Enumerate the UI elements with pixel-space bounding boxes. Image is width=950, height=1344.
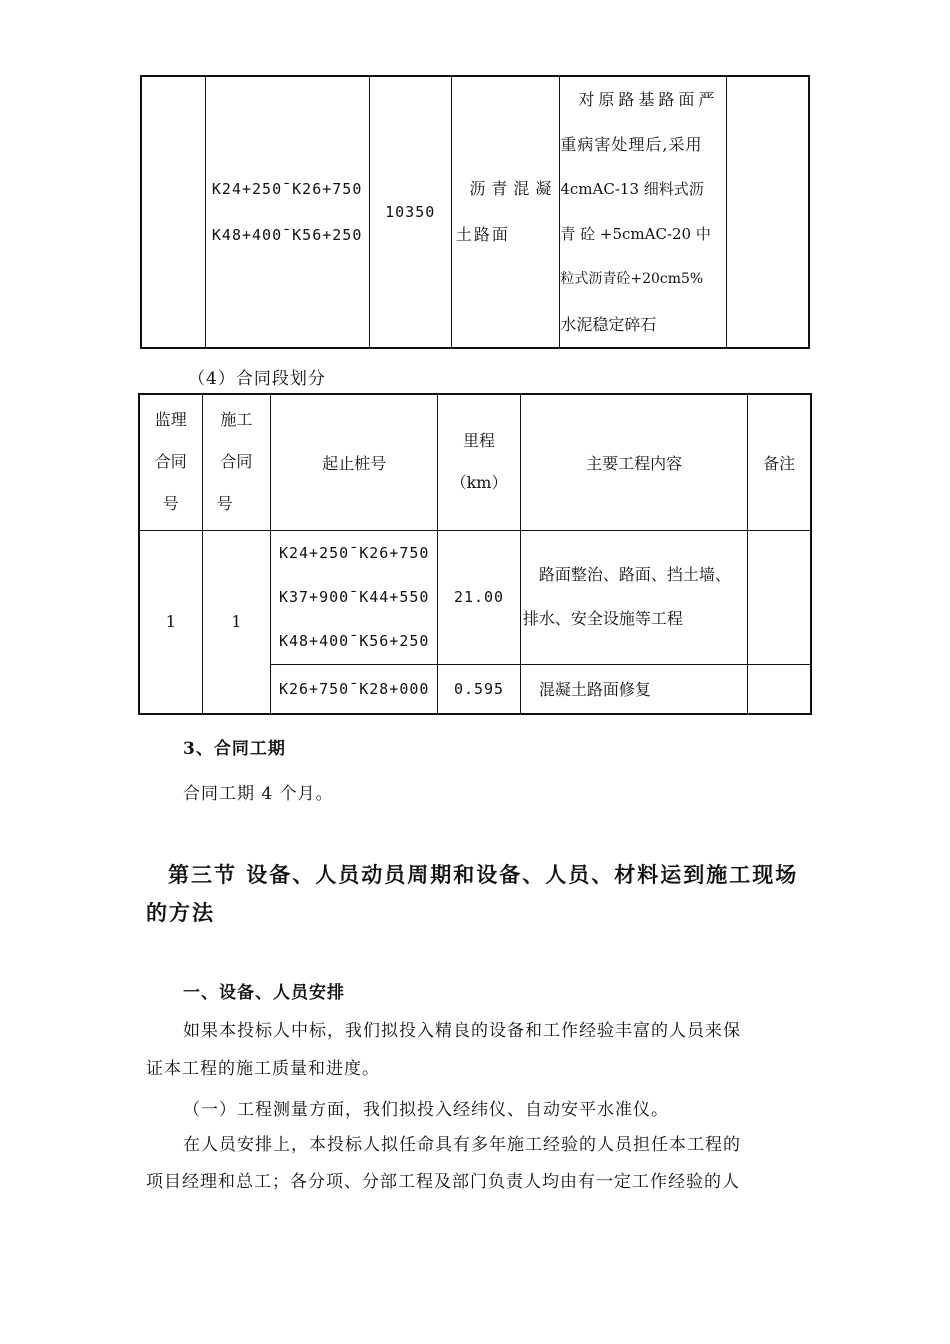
header-supervision-contract — [139, 394, 202, 530]
paragraph-line: （一）工程测量方面，我们拟投入经纬仪、自动安平水准仪。 — [183, 1100, 669, 1120]
row1-stations — [271, 530, 438, 664]
station-text: K24+250¯K26+750 — [211, 180, 363, 198]
table1-stations-cell — [205, 76, 369, 348]
station-text: K48+400¯K56+250 — [278, 632, 430, 650]
table1-area-cell — [369, 76, 451, 348]
row2-stations — [271, 664, 438, 714]
desc-line: 青 砼 +5cmAC-20 中 — [560, 225, 711, 243]
area-value: 10350 — [385, 203, 436, 221]
station-text: K24+250¯K26+750 — [278, 544, 430, 562]
header-line: （km） — [450, 473, 508, 493]
header-line: 里程 — [463, 431, 496, 451]
content-line: 排水、安全设施等工程 — [522, 609, 683, 628]
desc-line: 水泥稳定碎石 — [560, 315, 657, 334]
station-text: K26+750¯K28+000 — [278, 679, 430, 698]
header-remark — [748, 394, 811, 530]
content-line: 路面整治、路面、挡土墙、 — [538, 565, 731, 584]
desc-line: 重病害处理后,采用 — [560, 135, 703, 154]
header-main-content — [520, 394, 747, 530]
header-text: 主要工程内容 — [586, 453, 683, 473]
header-mileage — [438, 394, 521, 530]
row1-supervision — [139, 530, 202, 714]
cell-text: 1 — [231, 612, 242, 632]
paragraph-line: 证本工程的施工质量和进度。 — [146, 1059, 380, 1079]
header-line: 监理 — [154, 410, 187, 430]
subsection-heading: 一、设备、人员安排 — [183, 983, 345, 1003]
surface-type-line: 土路面 — [455, 225, 510, 244]
row1-mileage — [438, 530, 521, 664]
header-construction-contract — [202, 394, 271, 530]
table-caption: （4）合同段划分 — [188, 369, 326, 389]
row2-remark — [748, 664, 811, 714]
row1-construction — [202, 530, 271, 714]
cell-text: 1 — [165, 612, 176, 632]
station-text: K48+400¯K56+250 — [211, 226, 363, 244]
header-text: 备注 — [763, 453, 796, 473]
desc-line: 粒式沥青砼+20cm5% — [560, 271, 704, 287]
surface-type-line: 沥青混凝 — [469, 179, 558, 198]
header-line: 号 — [162, 494, 179, 514]
header-stations — [271, 394, 438, 530]
header-line: 号 — [216, 494, 233, 514]
row2-content — [520, 664, 747, 714]
section-title: 的方法 — [146, 900, 215, 925]
table1-desc-cell — [560, 76, 726, 348]
row2-mileage — [438, 664, 521, 714]
table1-type-cell — [451, 76, 559, 348]
table1-cell-empty — [141, 76, 205, 348]
subsection-heading: 3、合同工期 — [183, 739, 286, 759]
mileage-value: 0.595 — [453, 679, 505, 698]
station-text: K37+900¯K44+550 — [278, 588, 430, 606]
row1-content — [520, 530, 747, 664]
paragraph: 合同工期 4 个月。 — [183, 784, 334, 804]
content-text: 混凝土路面修复 — [538, 680, 651, 700]
table1-remark-cell — [726, 76, 809, 348]
desc-line: 对原路基路面严 — [578, 90, 719, 109]
contract-section-table — [138, 393, 812, 715]
paragraph-line: 项目经理和总工；各分项、分部工程及部门负责人均由有一定工作经验的人 — [146, 1172, 740, 1192]
row1-remark — [748, 530, 811, 664]
section-title: 第三节 设备、人员动员周期和设备、人员、材料运到施工现场 — [168, 862, 799, 887]
mileage-value: 21.00 — [453, 588, 505, 606]
road-section-table — [140, 75, 810, 349]
paragraph-line: 在人员安排上，本投标人拟任命具有多年施工经验的人员担任本工程的 — [183, 1135, 741, 1155]
header-text: 起止桩号 — [322, 453, 387, 473]
header-line: 合同 — [220, 452, 253, 472]
desc-line: 4cmAC-13 细料式沥 — [560, 180, 704, 198]
paragraph-line: 如果本投标人中标，我们拟投入精良的设备和工作经验丰富的人员来保 — [183, 1021, 741, 1041]
header-line: 施工 — [220, 410, 253, 430]
header-line: 合同 — [154, 452, 187, 472]
